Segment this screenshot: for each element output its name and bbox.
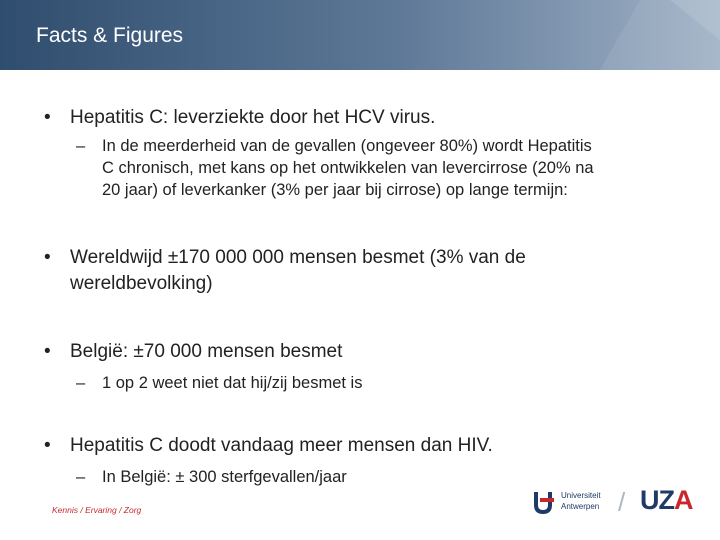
- bullet-4: [44, 433, 493, 459]
- bullet-1-sub-1: [76, 135, 594, 201]
- bullet-2: [44, 245, 526, 297]
- bullet-mark: •: [44, 435, 51, 456]
- bullet-mark: •: [44, 107, 51, 128]
- university-logo-line-1: Universiteit: [561, 491, 601, 500]
- uza-logo-accent: A: [674, 485, 693, 515]
- university-logo-icon: [533, 490, 559, 514]
- sub-mark: –: [76, 374, 86, 392]
- university-antwerpen-logo: [533, 489, 625, 515]
- bullet-4-sub-1: [76, 466, 347, 488]
- sub-mark: –: [76, 468, 86, 486]
- logo-divider: /: [618, 487, 626, 517]
- uza-logo-main: UZ: [640, 485, 674, 515]
- bullet-1: [44, 105, 436, 131]
- slide-title: Facts & Figures: [36, 24, 184, 47]
- bullet-4-sub-1-text: In België: ± 300 sterfgevallen/jaar: [102, 468, 347, 486]
- bullet-3-text: België: ±70 000 mensen besmet: [70, 341, 343, 362]
- bullet-1-sub-1-line-1: In de meerderheid van de gevallen (ongeveer 80%) wordt Hepatitis: [102, 137, 592, 155]
- bullet-2-line-1: Wereldwijd ±170 000 000 mensen besmet (3% van de: [70, 247, 526, 268]
- uza-logo: [640, 485, 693, 516]
- bullet-3: [44, 339, 343, 365]
- bullet-1-sub-1-line-3: 20 jaar) of leverkanker (3% per jaar bij cirrose) op lange termijn:: [102, 181, 568, 199]
- university-logo-line-2: Antwerpen: [561, 502, 600, 511]
- bullet-mark: •: [44, 247, 51, 268]
- bullet-3-sub-1: [76, 372, 363, 394]
- sub-mark: –: [76, 137, 86, 155]
- bullet-1-text: Hepatitis C: leverziekte door het HCV virus.: [70, 107, 436, 128]
- bullet-1-sub-1-line-2: C chronisch, met kans op het ontwikkelen van levercirrose (20% na: [102, 159, 594, 177]
- bullet-4-text: Hepatitis C doodt vandaag meer mensen dan HIV.: [70, 435, 493, 456]
- bullet-2-line-2: wereldbevolking): [70, 273, 213, 294]
- bullet-3-sub-1-text: 1 op 2 weet niet dat hij/zij besmet is: [102, 374, 363, 392]
- footer-tagline: Kennis / Ervaring / Zorg: [52, 505, 142, 515]
- bullet-mark: •: [44, 341, 51, 362]
